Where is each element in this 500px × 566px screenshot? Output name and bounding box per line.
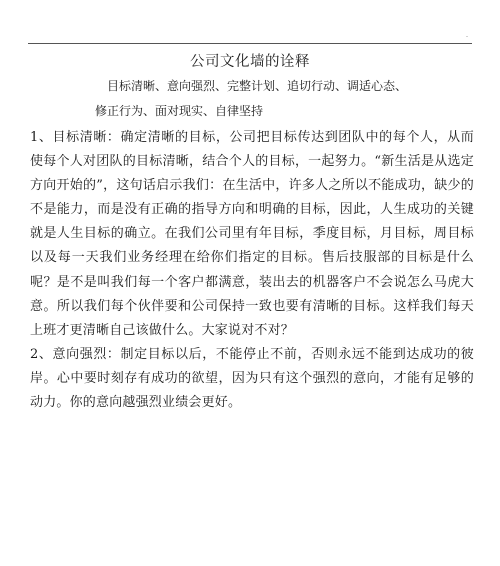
document-body: [30, 126, 474, 415]
paragraph-goal-clarity: 1、目标清晰：确定清晰的目标，公司把目标传达到团队中的每个人，从而使每个人对团队的目标清晰，结合个人的目标，一起努力。“新生活是从选定方向开始的”，这句话启示我们：在生活中，许多人之所以不能成功，缺少的不是能力，而是没有正确的指导方向和明确的目标，因此，人生成功的关键就是人生目标的确立。在我们公司里有年目标，季度目标，月目标，周目标以及每一天我们业务经理在给你们指定的目标。售后技服部的目标是什么呢？是不是叫我们每一个客户都满意，装出去的机器客户不会说怎么马虎大意。所以我们每个伙伴要和公司保持一致也要有清晰的目标。这样我们每天上班才更清晰自己该做什么。大家说对不对？: [30, 130, 474, 338]
header-rule: [28, 43, 472, 44]
subtitle-line-1: 目标清晰、意向强烈、完整计划、追切行动、调适心态、: [107, 79, 408, 93]
document-title: 公司文化墙的诠释: [190, 54, 310, 70]
header-corner-mark: -: [466, 33, 469, 40]
subtitle-line-2: 修正行为、面对现实、自律坚持: [95, 104, 264, 118]
paragraph-strong-intent: 2、意向强烈：制定目标以后，不能停止不前，否则永远不能到达成功的彼岸。心中要时刻存有成功的欲望，因为只有这个强烈的意向，才能有足够的动力。你的意向越强烈业绩会更好。: [30, 346, 474, 411]
